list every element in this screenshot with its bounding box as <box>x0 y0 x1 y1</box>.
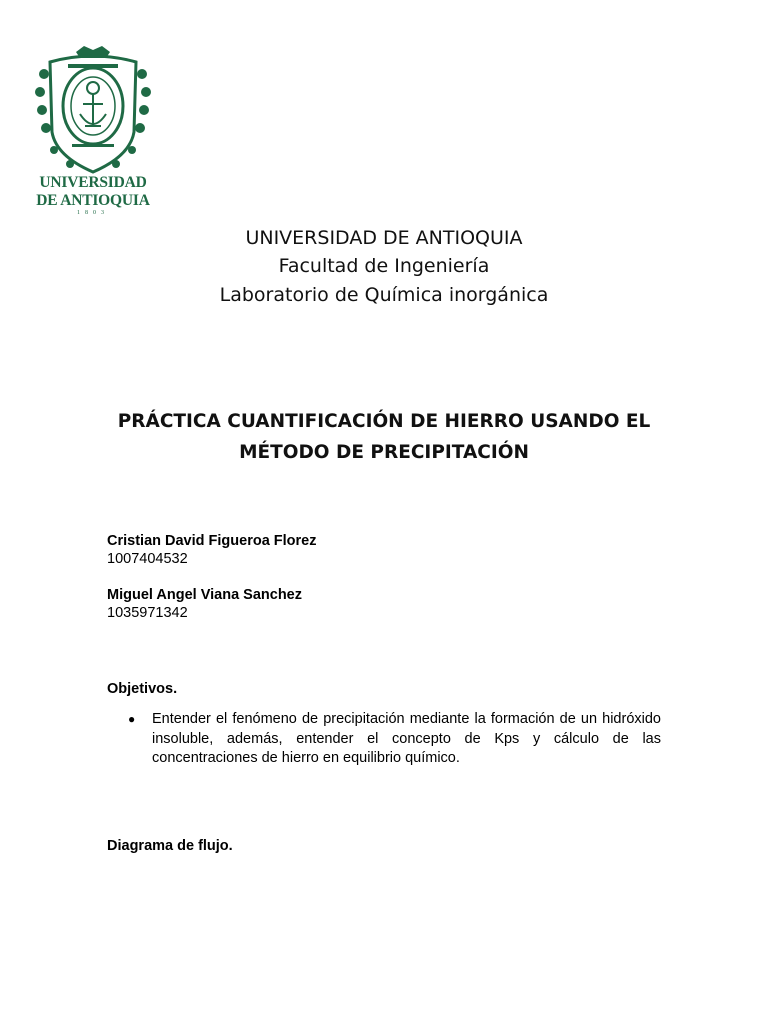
author-1-id: 1007404532 <box>107 551 188 567</box>
author-1-name: Cristian David Figueroa Florez <box>107 533 317 549</box>
university-seal-icon <box>28 44 158 174</box>
logo-text-line2: DE ANTIOQUIA <box>36 192 150 209</box>
university-name: UNIVERSIDAD DE ANTIOQUIA <box>245 227 523 249</box>
logo-text-line1: UNIVERSIDAD <box>39 174 147 191</box>
objective-item: Entender el fenómeno de precipitación mediante la formación de un hidróxido insoluble, además, entender el concepto de Kps y cálculo de las concentraciones de hierro en equilibrio químico. <box>152 711 661 766</box>
logo-year: 1803 <box>77 210 109 216</box>
university-logo <box>28 44 158 222</box>
document-title-line2: MÉTODO DE PRECIPITACIÓN <box>239 442 529 463</box>
author-2-name: Miguel Angel Viana Sanchez <box>107 587 302 603</box>
document-title-line1: PRÁCTICA CUANTIFICACIÓN DE HIERRO USANDO EL <box>117 411 651 432</box>
faculty-name: Facultad de Ingeniería <box>278 255 490 277</box>
author-2-id: 1035971342 <box>107 605 188 621</box>
objectives-heading: Objetivos. <box>107 681 178 697</box>
bullet-icon: ● <box>128 712 136 726</box>
lab-name: Laboratorio de Química inorgánica <box>219 284 549 306</box>
flow-diagram-heading: Diagrama de flujo. <box>107 838 233 854</box>
